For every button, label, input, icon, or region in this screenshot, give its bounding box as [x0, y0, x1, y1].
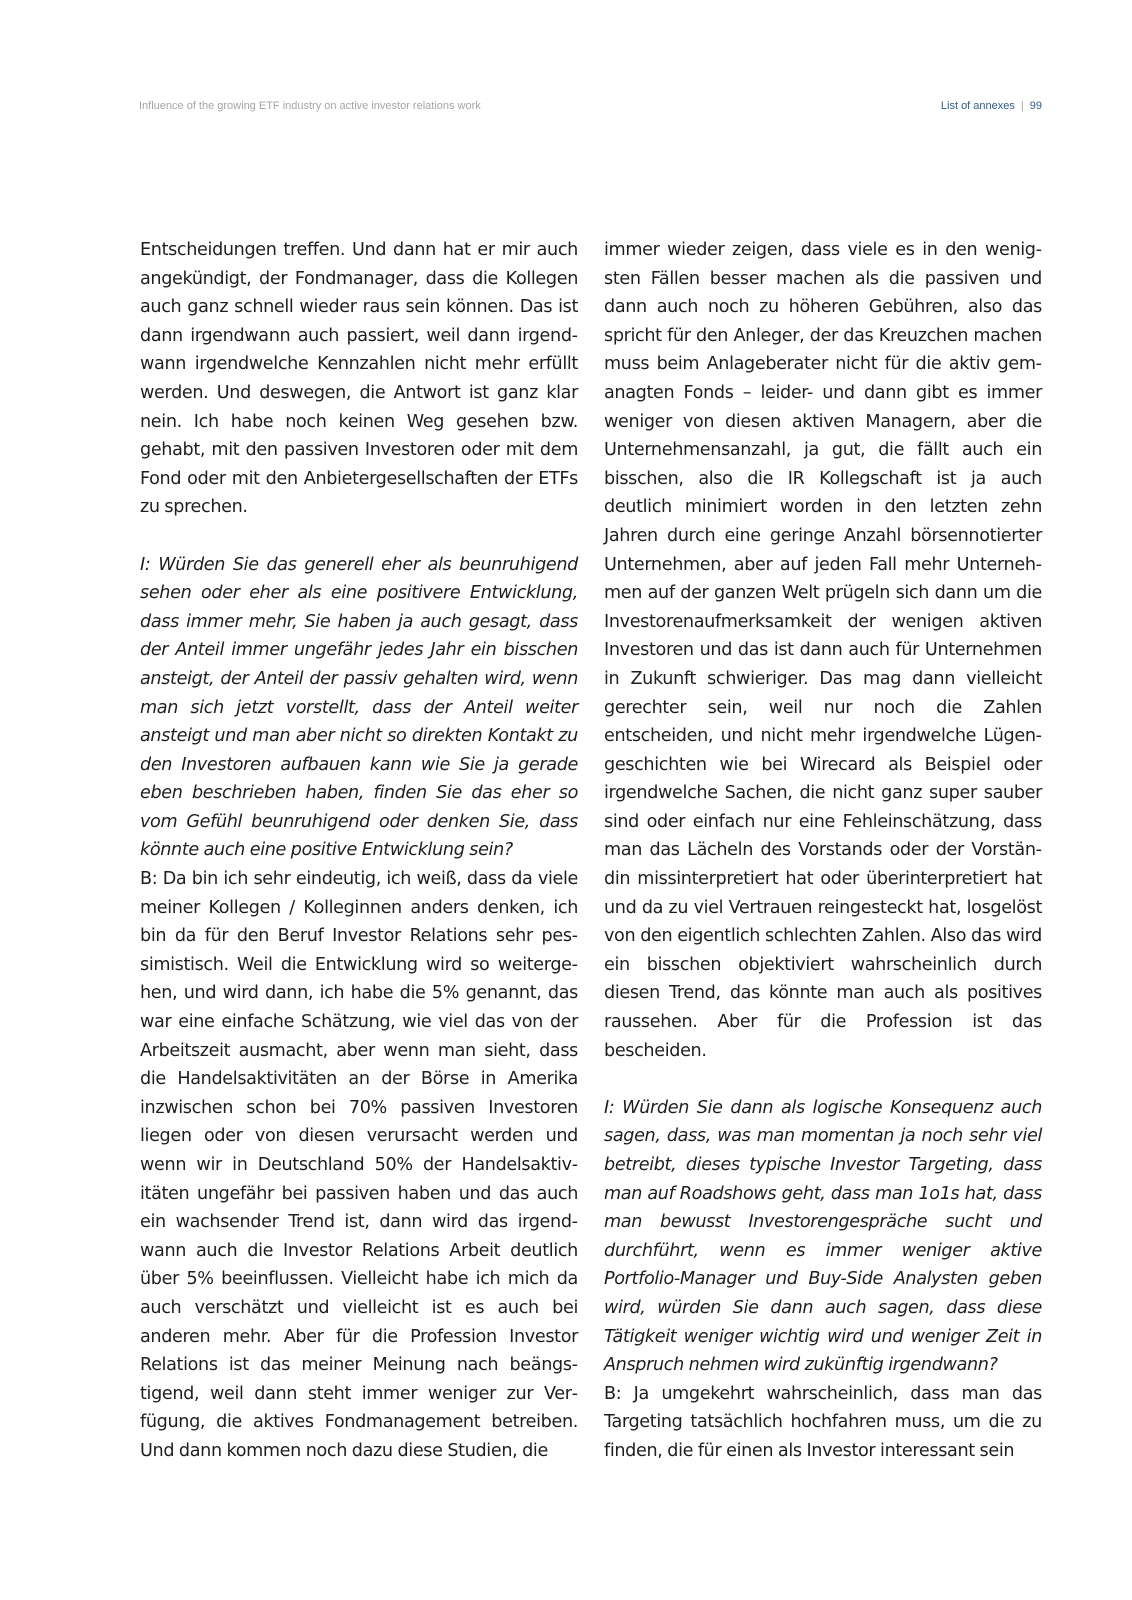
- header-separator: |: [1020, 100, 1024, 112]
- section-and-page: [941, 100, 1042, 112]
- section-title: List of annexes: [940, 100, 1015, 112]
- answer-paragraph: Entscheidungen treffen. Und dann hat er mir auch angekündigt, der Fondmanager, dass die Kollegen auch ganz schnell wieder raus sein können. Das ist dann irgendwann auch passiert, weil dann irgendwann irgendwelche Kennzahlen nicht mehr erfüllt werden. Und deswegen, die Antwort ist ganz klar nein. Ich habe noch keinen Weg gesehen bzw. gehabt, mit den passiven Investoren oder mit dem Fond oder mit den Anbietergesellschaften der ETFs zu sprechen.: [140, 240, 578, 518]
- right-column: [604, 236, 1042, 1466]
- respondent-answer: B: Ja umgekehrt wahrscheinlich, dass man das Targeting tatsächlich hochfahren muss, um die zu finden, die für einen als Investor interessant sein: [604, 1383, 1042, 1461]
- page-number: 99: [1029, 100, 1042, 112]
- document-title: Influence of the growing ETF industry on active investor relations work: [139, 100, 481, 112]
- respondent-answer: B: Da bin ich sehr eindeutig, ich weiß, dass da viele meiner Kollegen / Kolleginnen anders denken, ich bin da für den Beruf Investor Relations sehr pessimistisch. Weil die Entwicklung wird so weitergehen, und wird dann, ich habe die 5% genannt, das war eine einfache Schätzung, wie viel das von der Arbeitszeit ausmacht, aber wenn man sieht, dass die Handelsaktivitäten an der Börse in Amerika inzwischen schon bei 70% passiven Investoren liegen oder von diesen verursacht werden und wenn wir in Deutschland 50% der Handelsaktivitäten ungefähr bei passiven haben und das auch ein wachsender Trend ist, dann wird das irgendwann auch die Investor Relations Arbeit deutlich über 5% beeinflussen. Vielleicht habe ich mich da auch verschätzt und vielleicht ist es auch bei anderen mehr. Aber für die Profession Investor Relations ist das meiner Meinung nach beängstigend, weil dann steht immer weniger zur Verfügung, die aktives Fondmanagement betreiben. Und dann kommen noch dazu diese Studien, die: [140, 869, 578, 1461]
- interviewer-question: I: Würden Sie das generell eher als beunruhigend sehen oder eher als eine positivere Entwicklung, dass immer mehr, Sie haben ja auch gesagt, dass der Anteil immer ungefähr jedes Jahr ein bisschen ansteigt, der Anteil der passiv gehalten wird, wenn man sich jetzt vorstellt, dass der Anteil weiter ansteigt und man aber nicht so direkten Kontakt zu den Investoren aufbauen kann wie Sie ja gerade eben beschrieben haben, finden Sie das eher so vom Gefühl beunruhigend oder denken Sie, dass könnte auch eine positive Entwicklung sein?: [140, 554, 578, 861]
- answer-paragraph-continued: immer wieder zeigen, dass viele es in den wenigsten Fällen besser machen als die passiven und dann auch noch zu höheren Gebühren, also das spricht für den Anleger, der das Kreuzchen machen muss beim Anlageberater nicht für die aktiv gemanagten Fonds – leider- und dann gibt es immer weniger von diesen aktiven Managern, aber die Unternehmensanzahl, ja gut, die fällt auch ein bisschen, also die IR Kollegschaft ist ja auch deutlich minimiert worden in den letzten zehn Jahren durch eine geringe Anzahl börsennotierter Unternehmen, aber auf jeden Fall mehr Unternehmen auf der ganzen Welt prügeln sich dann um die Investorenaufmerksamkeit der wenigen aktiven Investoren und das ist dann auch für Unternehmen in Zukunft schwieriger. Das mag dann vielleicht gerechter sein, weil nur noch die Zahlen entscheiden, und nicht mehr irgendwelche Lügengeschichten wie bei Wirecard als Beispiel oder irgendwelche Sachen, die nicht ganz super sauber sind oder einfach nur eine Fehleinschätzung, dass man das Lächeln des Vorstands oder der Vorständin missinterpretiert hat oder überinterpretiert hat und da zu viel Vertrauen reingesteckt hat, losgelöst von den eigentlich schlechten Zahlen. Also das wird ein bisschen objektiviert wahrscheinlich durch diesen Trend, das könnte man auch als positives raussehen. Aber für die Profession ist das bescheiden.: [604, 240, 1042, 1061]
- interviewer-question: I: Würden Sie dann als logische Konsequenz auch sagen, dass, was man momentan ja noch sehr viel betreibt, dieses typische Investor Targeting, dass man auf Roadshows geht, dass man 1o1s hat, dass man bewusst Investorengespräche sucht und durchführt, wenn es immer weniger aktive Portfolio-Manager und Buy-Side Analysten geben wird, würden Sie dann auch sagen, dass diese Tätigkeit weniger wichtig wird und weniger Zeit in Anspruch nehmen wird zukünftig irgendwann?: [604, 1097, 1042, 1376]
- left-column: [140, 236, 578, 1466]
- running-header: [139, 100, 1042, 116]
